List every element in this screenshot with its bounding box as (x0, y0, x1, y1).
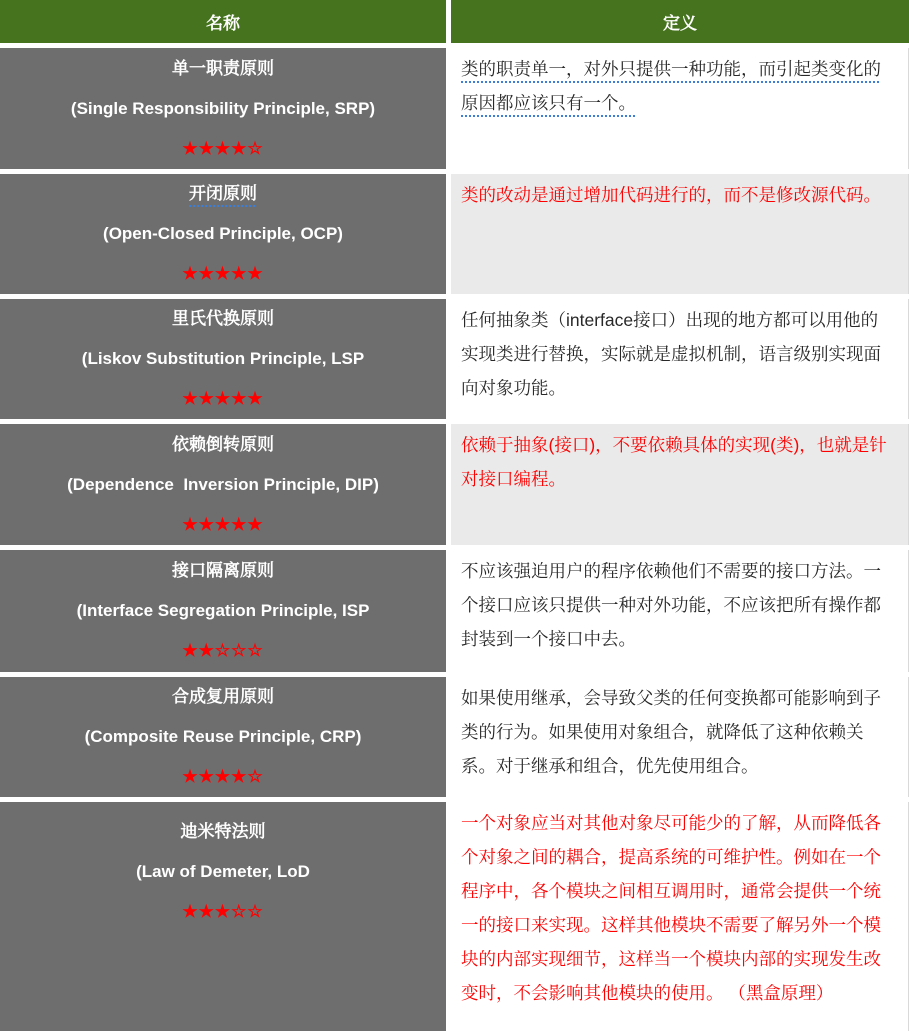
principle-definition-cell-dip (451, 424, 909, 545)
principle-definition-cell-lod (451, 802, 909, 1031)
principle-name-cell-crp (0, 677, 446, 797)
principle-name-en: (Liskov Substitution Principle, LSP (81, 349, 365, 368)
principle-name-cell-dip (0, 424, 446, 545)
principle-name-zh: 合成复用原则 (172, 687, 274, 706)
principle-name-en: (Open-Closed Principle, OCP) (103, 224, 343, 243)
principle-definition-cell-srp (451, 48, 909, 169)
star-rating: ★★★★☆ (182, 138, 264, 158)
star-rating: ★★★★★ (182, 264, 264, 283)
principle-name-zh: 接口隔离原则 (172, 561, 274, 580)
principle-definition-text: 任何抽象类（interface接口）出现的地方都可以用他的实现类进行替换，实际就是虚拟机制，语言级别实现面向对象功能。 (461, 310, 881, 398)
table-header-name (0, 0, 446, 43)
principle-definition-text: 一个对象应当对其他对象尽可能少的了解，从而降低各个对象之间的耦合，提高系统的可维护性。例如在一个程序中，各个模块之间相互调用时，通常会提供一个统一的接口来实现。这样其他模块不需要了解另外一个模块的内部实现细节，这样当一个模块内部的实现发生改变时，不会影响其他模块的使用。 （黑盒原理） (461, 813, 881, 1003)
header-name-label: 名称 (206, 14, 240, 33)
principle-name-cell-srp (0, 48, 446, 169)
principle-name-zh: 单一职责原则 (172, 58, 274, 78)
principle-name-zh: 开闭原则 (189, 184, 257, 203)
principle-name-zh: 里氏代换原则 (172, 309, 274, 328)
principle-name-cell-ocp (0, 174, 446, 294)
principle-definition-text: 不应该强迫用户的程序依赖他们不需要的接口方法。一个接口应该只提供一种对外功能，不应该把所有操作都封装到一个接口中去。 (461, 561, 881, 649)
table-header-definition (451, 0, 909, 43)
principle-name-en: (Law of Demeter, LoD (136, 862, 310, 881)
principle-definition-text: 依赖于抽象(接口)，不要依赖具体的实现(类)，也就是针对接口编程。 (461, 435, 887, 489)
principle-definition-text: 类的改动是通过增加代码进行的，而不是修改源代码。 (461, 185, 881, 205)
header-definition-label: 定义 (663, 14, 697, 33)
star-rating: ★★★☆☆ (182, 902, 264, 921)
principle-name-zh: 依赖倒转原则 (172, 434, 274, 454)
principle-definition-cell-ocp (451, 174, 909, 294)
principle-definition-text: 如果使用继承，会导致父类的任何变换都可能影响到子类的行为。如果使用对象组合，就降低了这种依赖关系。对于继承和组合，优先使用组合。 (461, 688, 881, 776)
star-rating: ★★☆☆☆ (182, 641, 264, 660)
principle-name-zh: 迪米特法则 (180, 822, 266, 841)
principle-name-cell-isp (0, 550, 446, 672)
principle-name-cell-lod (0, 802, 446, 1031)
principle-name-en: (Composite Reuse Principle, CRP) (84, 727, 362, 746)
principle-definition-cell-isp (451, 550, 909, 672)
star-rating: ★★★★★ (182, 389, 264, 408)
principle-definition-text: 类的职责单一，对外只提供一种功能，而引起类变化的原因都应该只有一个。 (461, 59, 881, 113)
principle-name-en: (Dependence Inversion Principle, DIP) (67, 474, 379, 494)
star-rating: ★★★★☆ (182, 767, 264, 786)
principle-name-en: (Single Responsibility Principle, SRP) (70, 98, 376, 118)
principle-name-cell-lsp (0, 299, 446, 419)
principle-definition-cell-crp (451, 677, 909, 797)
principle-definition-cell-lsp (451, 299, 909, 419)
star-rating: ★★★★★ (182, 514, 264, 534)
principle-name-en: (Interface Segregation Principle, ISP (76, 601, 370, 620)
